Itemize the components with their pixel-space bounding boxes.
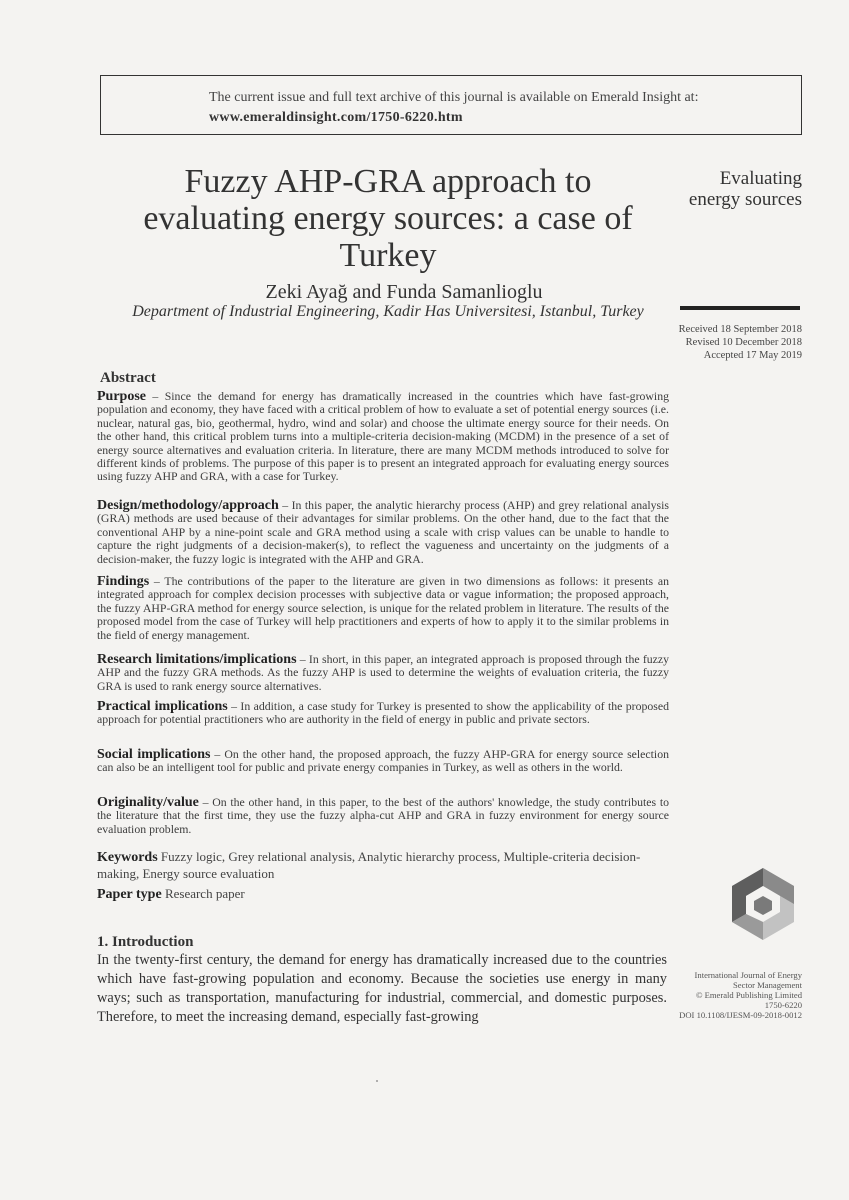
paper-type-text: Research paper bbox=[164, 886, 245, 901]
banner-text: The current issue and full text archive of this journal is available on Emerald Insight at: bbox=[209, 90, 699, 105]
abstract-label: Findings bbox=[97, 574, 150, 589]
abstract-text: In this paper, the analytic hierarchy process (AHP) and grey relational analysis (GRA) methods are used because of their advantages for similar problems. On the other hand, due to the fact that the conventional AHP by a nine-point scale and GRA method using a scale with crisp values can be unable to handle to capture the right judgments of a decision-maker(s), to reflect the vagueness and uncertainty on the judgments of a decision-maker, the fuzzy logic is integrated with the AHP and GRA. bbox=[97, 498, 670, 566]
issn: 1750-6220 bbox=[764, 1000, 802, 1010]
paper-authors: Zeki Ayağ and Funda Samanlioglu bbox=[265, 281, 543, 303]
running-title: Evaluating energy sources bbox=[688, 168, 802, 210]
abstract-heading: Abstract bbox=[100, 370, 156, 386]
section-heading-introduction: 1. Introduction bbox=[97, 934, 194, 950]
paper-type bbox=[97, 886, 245, 903]
page-speck bbox=[376, 1080, 378, 1082]
abstract-label: Social implications bbox=[97, 747, 211, 762]
received-date: Received 18 September 2018 bbox=[678, 324, 802, 335]
abstract-findings: Findings – The contributions of the paper to the literature are given in two dimensions as follows: it presents an integrated approach for complex decision processes with subjective data or vague information; the proposed approach, the fuzzy AHP-GRA method for energy source selection, is unique for the related problem in literature. The results of the proposed model from the case of Turkey will help practitioners and experts of how to apply it to the similar problems in the field of energy management. bbox=[97, 574, 669, 642]
publisher: © Emerald Publishing Limited bbox=[695, 990, 802, 1000]
paper-title: Fuzzy AHP-GRA approach to evaluating energy sources: a case of Turkey bbox=[143, 163, 633, 274]
abstract-social-implications: Social implications – On the other hand, the proposed approach, the fuzzy AHP-GRA for energy source selection can also be an intelligent tool for public and private energy companies in Turkey, as well as others in the world. bbox=[97, 747, 669, 775]
abstract-label: Design/methodology/approach bbox=[97, 498, 279, 513]
abstract-text: The contributions of the paper to the literature are given in two dimensions as follows: it presents an integrated approach for complex decision processes with subjective data or vague information; the proposed approach, the fuzzy AHP-GRA method for energy source selection, is unique for the related problem in literature. The results of the proposed model from the case of Turkey will help practitioners and experts of how to apply it to the similar problems in the field of energy management. bbox=[97, 574, 669, 642]
abstract-purpose: Purpose – Since the demand for energy has dramatically increased in the countries which have fast-growing population and economy, they have faced with a critical problem of how to evaluate a set of potential energy sources (i.e. nuclear, natural gas, bio, geothermal, hydro, wind and solar) and choose the ultimate energy source for their needs. On the other hand, this critical problem turns into a multiple-criteria decision-making (MCDM) in the presence of a set of energy source alternatives and evaluation criteria. In literature, there are many MCDM methods introduced to solve for different kinds of problems. The purpose of this paper is to present an integrated approach for evaluating energy sources using fuzzy AHP and GRA, with a case for Turkey. bbox=[97, 389, 670, 484]
banner-url[interactable]: www.emeraldinsight.com/1750-6220.htm bbox=[209, 110, 463, 125]
sidebar-rule bbox=[680, 306, 800, 310]
abstract-label: Purpose bbox=[97, 389, 146, 404]
abstract-label: Research limitations/implications bbox=[97, 652, 297, 667]
abstract-text: In addition, a case study for Turkey is presented to show the applicability of the proposed approach for potential practitioners who are authority in the field of energy in public and private sectors. bbox=[97, 699, 669, 727]
journal-name-cont: Sector Management bbox=[733, 980, 802, 990]
abstract-text: Since the demand for energy has dramatically increased in the countries which have fast-growing population and economy, they have faced with a critical problem of how to evaluate a set of potential energy sources (i.e. nuclear, natural gas, bio, geothermal, hydro, wind and solar) and choose the ultimate energy source for their needs. On the other hand, this critical problem turns into a multiple-criteria decision-making (MCDM) in the presence of a set of energy source alternatives and evaluation criteria. In literature, there are many MCDM methods introduced to solve for different kinds of problems. The purpose of this paper is to present an integrated approach for evaluating energy sources using fuzzy AHP and GRA, with a case for Turkey. bbox=[97, 389, 670, 484]
abstract-text: In short, in this paper, an integrated approach is proposed through the fuzzy AHP and the fuzzy GRA methods. As the fuzzy AHP is used to determine the weights of evaluation criteria, the fuzzy GRA is used to rank energy source alternatives. bbox=[97, 652, 670, 693]
abstract-text: On the other hand, the proposed approach, the fuzzy AHP-GRA for energy source selection can also be an intelligent tool for public and private energy companies in Turkey, as well as others in the world. bbox=[97, 747, 669, 775]
revised-date: Revised 10 December 2018 bbox=[685, 337, 802, 348]
abstract-originality: Originality/value – On the other hand, in this paper, to the best of the authors' knowledge, the study contributes to the literature that the first time, they use the fuzzy alpha-cut AHP and GRA in fuzzy environment for energy source evaluation problem. bbox=[97, 795, 669, 836]
abstract-practical-implications: Practical implications – In addition, a case study for Turkey is presented to show the applicability of the proposed approach for potential practitioners who are authority in the field of energy in public and private sectors. bbox=[97, 699, 669, 727]
journal-info bbox=[660, 970, 802, 1020]
abstract-design: Design/methodology/approach – In this paper, the analytic hierarchy process (AHP) and grey relational analysis (GRA) methods are used because of their advantages for similar problems. On the other hand, due to the fact that the conventional AHP by a nine-point scale and GRA method using a scale with crisp values can be unable to handle to capture the right judgments of a decision-maker(s), to reflect the vagueness and uncertainty on the judgments of a decision-maker, the fuzzy logic is integrated with the AHP and GRA. bbox=[97, 498, 670, 566]
accepted-date: Accepted 17 May 2019 bbox=[703, 350, 802, 361]
emerald-logo-icon bbox=[730, 866, 796, 942]
journal-name: International Journal of Energy bbox=[694, 970, 802, 980]
submission-dates bbox=[640, 323, 802, 362]
abstract-label: Practical implications bbox=[97, 699, 228, 714]
abstract-research-limitations: Research limitations/implications – In short, in this paper, an integrated approach is proposed through the fuzzy AHP and the fuzzy GRA methods. As the fuzzy AHP is used to determine the weights of evaluation criteria, the fuzzy GRA is used to rank energy source alternatives. bbox=[97, 652, 670, 693]
journal-banner bbox=[100, 75, 802, 135]
keywords-label: Keywords bbox=[97, 850, 158, 865]
paper-type-label: Paper type bbox=[97, 887, 162, 902]
keywords bbox=[97, 849, 657, 882]
keywords-text: Fuzzy logic, Grey relational analysis, Analytic hierarchy process, Multiple-criteria decision-making, Energy source evaluation bbox=[97, 849, 641, 881]
abstract-label: Originality/value bbox=[97, 795, 199, 810]
introduction-text: In the twenty-first century, the demand for energy has dramatically increased due to the countries which have fast-growing population and economy. Because the societies use energy in many ways; such as transportation, manufacturing for industrial, commercial, and domestic purposes. Therefore, to meet the increasing demand, especially fast-growing bbox=[97, 952, 667, 1025]
abstract-text: On the other hand, in this paper, to the best of the authors' knowledge, the study contributes to the literature that the first time, they use the fuzzy alpha-cut AHP and GRA in fuzzy environment for energy source evaluation problem. bbox=[97, 795, 669, 836]
doi: DOI 10.1108/IJESM-09-2018-0012 bbox=[679, 1010, 802, 1020]
author-affiliation: Department of Industrial Engineering, Kadir Has Universitesi, Istanbul, Turkey bbox=[132, 303, 644, 320]
